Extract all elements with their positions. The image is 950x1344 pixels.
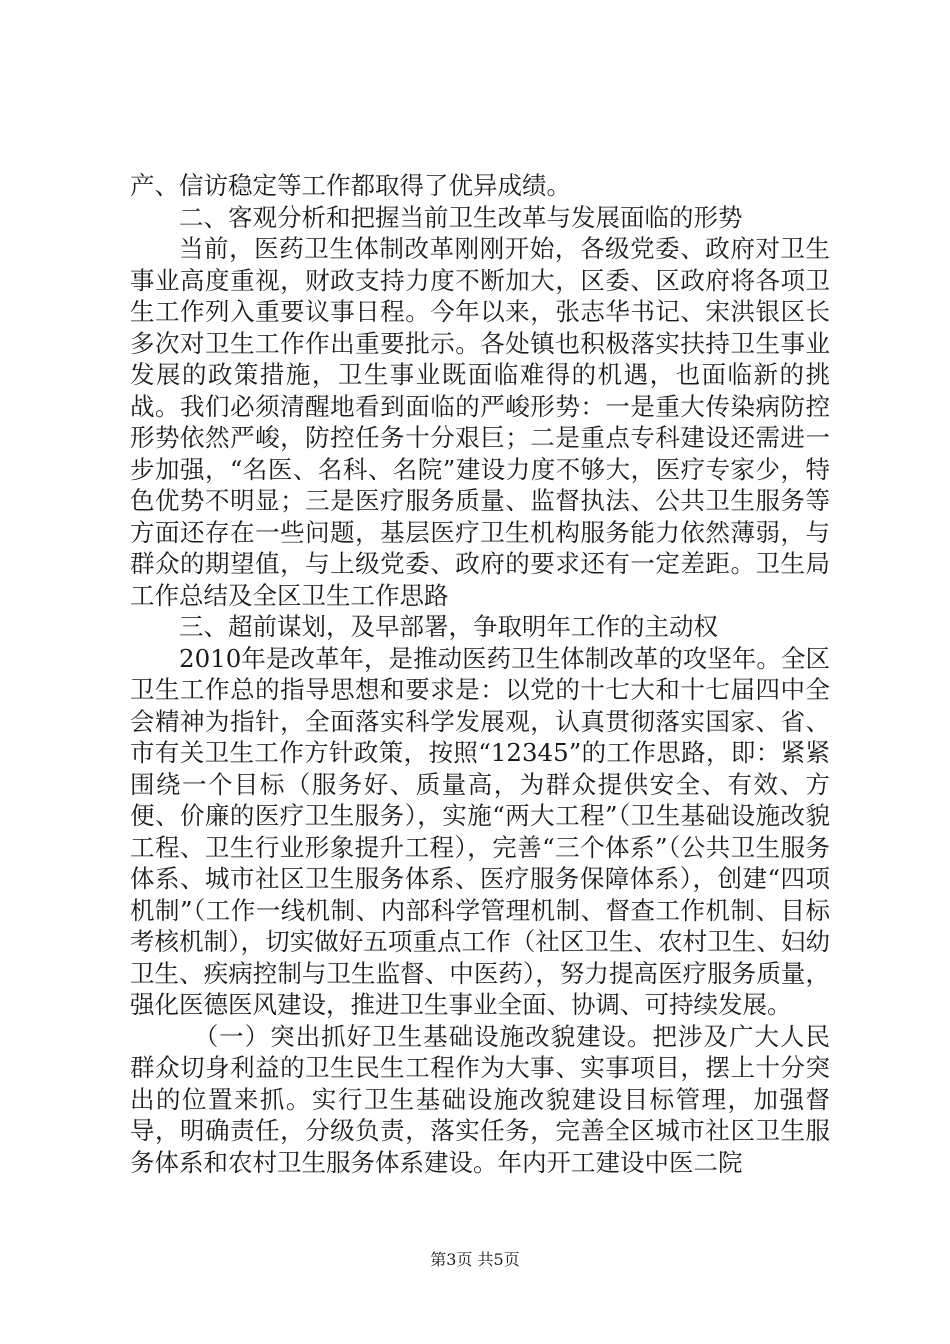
paragraph-situation: 当前，医药卫生体制改革刚刚开始，各级党委、政府对卫生事业高度重视，财政支持力度不断加大，区委、区政府将各项卫生工作列入重要议事日程。今年以来，张志华书记、宋洪银区长多次对卫生工作作出重要批示。各处镇也积极落实扶持卫生事业发展的政策措施，卫生事业既面临难得的机遇，也面临新的挑战。我们必须清醒地看到面临的严峻形势：一是重大传染病防控形势依然严峻，防控任务十分艰巨；二是重点专科建设还需进一步加强，“名医、名科、名院”建设力度不够大，医疗专家少，特色优势不明显；三是医疗服务质量、监督执法、公共卫生服务等方面还存在一些问题，基层医疗卫生机构服务能力依然薄弱，与群众的期望值，与上级党委、政府的要求还有一定差距。卫生局工作总结及全区卫生工作思路 xyxy=(130,234,830,610)
page-number: 第3页 共5页 xyxy=(430,1250,520,1269)
page-footer xyxy=(0,1247,950,1270)
section-heading-2: 二、客观分析和把握当前卫生改革与发展面临的形势 xyxy=(179,202,743,232)
section-heading-3: 三、超前谋划，及早部署，争取明年工作的主动权 xyxy=(179,612,718,641)
paragraph-1: 产、信访稳定等工作都取得了优异成绩。 xyxy=(130,171,571,200)
document-body xyxy=(130,170,830,1178)
paragraph-infrastructure: （一）突出抓好卫生基础设施改貌建设。把涉及广大人民群众切身利益的卫生民生工程作为大事、实事项目，摆上十分突出的位置来抓。实行卫生基础设施改貌建设目标管理，加强督导，明确责任，分级负责，落实任务，完善全区城市社区卫生服务体系和农村卫生服务体系建设。年内开工建设中医二院 xyxy=(130,1021,830,1177)
paragraph-guiding-thought: 2010年是改革年，是推动医药卫生体制改革的攻坚年。全区卫生工作总的指导思想和要求是：以党的十七大和十七届四中全会精神为指针，全面落实科学发展观，认真贯彻落实国家、省、市有关卫生工作方针政策，按照“12345”的工作思路，即：紧紧围绕一个目标（服务好、质量高，为群众提供安全、有效、方便、价廉的医疗卫生服务），实施“两大工程”（卫生基础设施改貌工程、卫生行业形象提升工程），完善“三个体系”（公共卫生服务体系、城市社区卫生服务体系、医疗服务保障体系），创建“四项机制”（工作一线机制、内部科学管理机制、督查工作机制、目标考核机制），切实做好五项重点工作（社区卫生、农村卫生、妇幼卫生、疾病控制与卫生监督、中医药），努力提高医疗服务质量，强化医德医风建设，推进卫生事业全面、协调、可持续发展。 xyxy=(130,643,830,1019)
